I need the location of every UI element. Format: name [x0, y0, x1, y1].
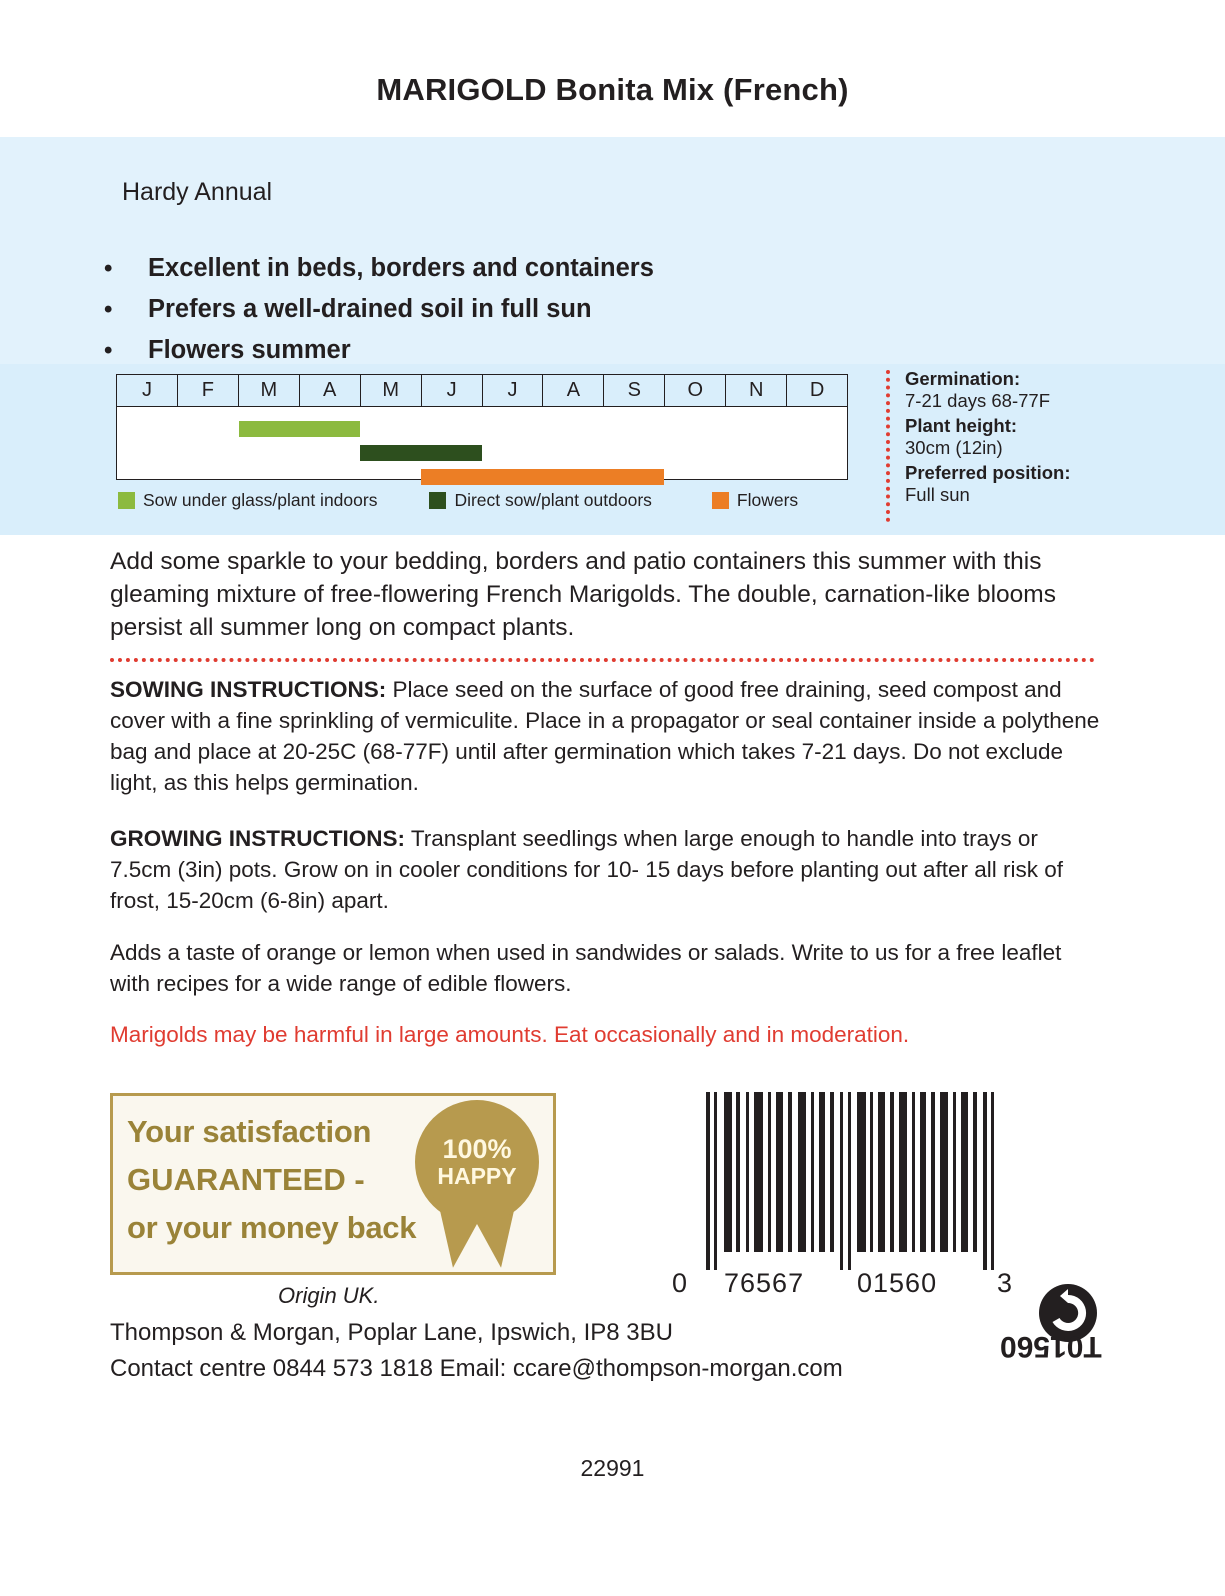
barcode-digit-right: 3: [997, 1268, 1014, 1298]
contact-line: Contact centre 0844 573 1818 Email: ccare@thompson-morgan.com: [110, 1355, 843, 1382]
barcode-digits-group-1: 76567: [724, 1268, 805, 1298]
rosette-circle-icon: [421, 1106, 533, 1218]
guarantee-line-1: Your satisfaction: [127, 1114, 372, 1149]
guarantee-line-2: GUARANTEED -: [127, 1162, 365, 1197]
month-cell: M: [361, 375, 422, 406]
list-item: • Excellent in beds, borders and containers: [148, 248, 1004, 289]
legend-swatch-green: [118, 492, 135, 509]
month-cell: M: [239, 375, 300, 406]
page-title: MARIGOLD Bonita Mix (French): [376, 72, 849, 107]
growing-text: Transplant seedlings when large enough to handle into trays or 7.5cm (3in) pots. Grow on in cooler conditions for 10- 15 days before planting out after all risk of frost, 15-20cm (6-8in) apart.: [110, 826, 1063, 913]
germination-label: Germination:: [905, 368, 1021, 389]
month-cell: A: [300, 375, 361, 406]
month-cell: J: [422, 375, 483, 406]
calendar-bar-sow-indoors: [239, 421, 361, 437]
barcode: [700, 1092, 1020, 1270]
calendar-legend: [116, 490, 876, 511]
month-cell: O: [665, 375, 726, 406]
plant-height-value: 30cm (12in): [905, 437, 1003, 458]
growing-heading: GROWING INSTRUCTIONS:: [110, 826, 405, 851]
plant-type-label: Hardy Annual: [122, 178, 273, 206]
company-address: [110, 1315, 843, 1387]
month-cell: J: [117, 375, 178, 406]
guarantee-box: [110, 1093, 556, 1275]
guarantee-text: [127, 1108, 416, 1252]
list-item: • Prefers a well-drained soil in full sun: [148, 289, 1004, 330]
badge-happy: HAPPY: [437, 1162, 517, 1189]
legend-swatch-orange: [712, 492, 729, 509]
feature-bullets: [104, 248, 1004, 371]
edible-note: Adds a taste of orange or lemon when used in sandwides or salads. Write to us for a free leaflet with recipes for a wide range of edible flowers.: [110, 940, 1062, 996]
month-cell: S: [604, 375, 665, 406]
plant-height-label: Plant height:: [905, 415, 1018, 436]
month-cell: D: [809, 379, 825, 401]
origin-label: Origin UK.: [278, 1283, 380, 1308]
address-line: Thompson & Morgan, Poplar Lane, Ipswich, IP8 3BU: [110, 1319, 673, 1346]
germination-value: 7-21 days 68-77F: [905, 390, 1051, 411]
legend-item-sow-outdoors: [429, 490, 651, 511]
calendar-bars: [116, 406, 848, 480]
preferred-position-label: Preferred position:: [905, 462, 1071, 483]
month-cell: F: [178, 375, 239, 406]
guarantee-line-3: or your money back: [127, 1210, 417, 1245]
month-cell: N: [726, 375, 787, 406]
list-item: • Flowers summer: [148, 330, 1004, 371]
growing-instructions: [110, 823, 1100, 916]
sowing-heading: SOWING INSTRUCTIONS:: [110, 677, 387, 702]
legend-label: Sow under glass/plant indoors: [143, 490, 378, 510]
warning-note: Marigolds may be harmful in large amounts. Eat occasionally and in moderation.: [110, 1022, 910, 1047]
product-code-side: T01560: [1000, 1330, 1102, 1363]
growing-info-panel: [883, 368, 1173, 509]
barcode-digits-group-2: 01560: [857, 1268, 938, 1298]
legend-label: Flowers: [736, 490, 799, 510]
calendar-bar-flowers: [421, 469, 664, 485]
legend-swatch-dark-green: [429, 492, 446, 509]
sowing-calendar: [116, 374, 848, 480]
calendar-month-header: [116, 374, 848, 406]
preferred-position-value: Full sun: [905, 484, 970, 505]
product-description: Add some sparkle to your bedding, borders and patio containers this summer with this gleaming mixture of free-flowering French Marigolds. The double, carnation-like blooms persist all summer long on compact plants.: [110, 548, 1056, 641]
badge-percent: 100%: [442, 1133, 512, 1164]
legend-label: Direct sow/plant outdoors: [454, 490, 652, 510]
sowing-instructions: [110, 674, 1100, 798]
month-cell: J: [483, 375, 544, 406]
calendar-bar-sow-outdoors: [360, 445, 482, 461]
sowing-text: Place seed on the surface of good free draining, seed compost and cover with a fine sprinkling of vermiculite. Place in a propagator or seal container inside a polythene bag and place at 20-25C (68-77F) until after germination which takes 7-21 days. Do not exclude light, as this helps germination.: [110, 677, 1100, 795]
legend-item-flowers: [712, 490, 798, 511]
month-cell: A: [543, 375, 604, 406]
rosette-icon: [413, 1102, 541, 1272]
dotted-separator: [110, 658, 1095, 662]
barcode-digit-left: 0: [672, 1268, 689, 1298]
legend-item-sow-indoors: [118, 490, 377, 511]
product-code-bottom: 22991: [580, 1455, 645, 1481]
barcode-bars-icon: [700, 1092, 1020, 1270]
